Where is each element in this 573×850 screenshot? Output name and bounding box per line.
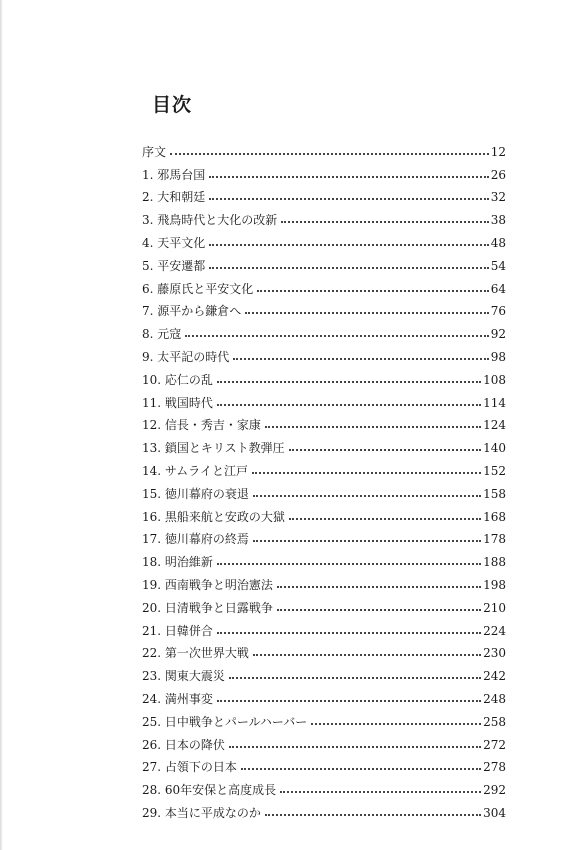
toc-entry[interactable] <box>142 501 506 524</box>
toc-entry-page-number: 92 <box>490 327 506 342</box>
toc-entry[interactable] <box>142 318 506 341</box>
dot-leader <box>209 198 488 200</box>
toc-entry-title: 9. 太平記の時代 <box>142 349 230 364</box>
toc-entry-title: 5. 平安遷都 <box>142 258 206 273</box>
toc-entry[interactable] <box>142 136 506 159</box>
toc-entry-page-number: 152 <box>483 463 506 478</box>
toc-entry-title: 21. 日韓併合 <box>142 623 213 638</box>
toc-entry-title: 6. 藤原氏と平安文化 <box>142 281 254 296</box>
dot-leader <box>217 563 481 565</box>
dot-leader <box>253 495 481 497</box>
toc-entry[interactable] <box>142 410 506 433</box>
toc-entry[interactable] <box>142 615 506 638</box>
dot-leader <box>311 723 481 725</box>
toc-entry-page-number: 98 <box>490 349 506 364</box>
toc-entry-page-number: 230 <box>483 646 506 661</box>
toc-entry-page-number: 278 <box>483 760 506 775</box>
toc-entry-title: 8. 元寇 <box>142 327 182 342</box>
toc-entry[interactable] <box>142 569 506 592</box>
dot-leader <box>209 244 488 246</box>
dot-leader <box>289 449 481 451</box>
dot-leader <box>253 654 481 656</box>
toc-entry-title: 10. 応仁の乱 <box>142 372 213 387</box>
toc-entry-title: 12. 信長・秀吉・家康 <box>142 418 261 433</box>
toc-entry-page-number: 248 <box>483 691 506 706</box>
toc-entry-title: 序文 <box>142 144 167 159</box>
toc-entry[interactable] <box>142 273 506 296</box>
toc-entry[interactable] <box>142 638 506 661</box>
toc-entry-page-number: 26 <box>490 167 506 182</box>
toc-entry[interactable] <box>142 341 506 364</box>
toc-entry-page-number: 38 <box>490 213 506 228</box>
dot-leader <box>241 768 481 770</box>
dot-leader <box>217 381 481 383</box>
toc-entry-title: 25. 日中戦争とパールハーバー <box>142 714 308 729</box>
toc-entry[interactable] <box>142 432 506 455</box>
toc-entry-page-number: 258 <box>483 714 506 729</box>
dot-leader <box>265 814 481 816</box>
toc-entry[interactable] <box>142 546 506 569</box>
dot-leader <box>229 746 481 748</box>
toc-entry-page-number: 114 <box>483 395 506 410</box>
toc-entry-title: 1. 邪馬台国 <box>142 167 206 182</box>
dot-leader <box>185 335 488 337</box>
toc-entry-title: 14. サムライと江戸 <box>142 463 248 478</box>
toc-entry[interactable] <box>142 250 506 273</box>
page-edge-shadow <box>0 0 3 850</box>
toc-entry[interactable] <box>142 706 506 729</box>
toc-entry[interactable] <box>142 204 506 227</box>
dot-leader <box>253 540 481 542</box>
toc-entry[interactable] <box>142 387 506 410</box>
dot-leader <box>217 700 481 702</box>
dot-leader <box>245 312 488 314</box>
toc-entry-page-number: 54 <box>490 258 506 273</box>
toc-entry-page-number: 140 <box>483 441 506 456</box>
table-of-contents <box>142 136 506 820</box>
toc-entry-page-number: 108 <box>483 372 506 387</box>
dot-leader <box>209 176 488 178</box>
toc-entry-title: 20. 日清戦争と日露戦争 <box>142 600 273 615</box>
toc-entry-page-number: 76 <box>490 304 506 319</box>
dot-leader <box>252 472 481 474</box>
toc-entry-title: 2. 大和朝廷 <box>142 190 206 205</box>
toc-entry-title: 22. 第一次世界大戦 <box>142 646 249 661</box>
toc-entry-title: 19. 西南戦争と明治憲法 <box>142 577 273 592</box>
toc-entry[interactable] <box>142 683 506 706</box>
dot-leader <box>280 791 481 793</box>
toc-entry-title: 3. 飛鳥時代と大化の改新 <box>142 213 278 228</box>
toc-entry-title: 4. 天平文化 <box>142 235 206 250</box>
toc-entry[interactable] <box>142 797 506 820</box>
toc-entry-page-number: 64 <box>490 281 506 296</box>
toc-entry-page-number: 242 <box>483 669 506 684</box>
toc-entry-page-number: 198 <box>483 577 506 592</box>
toc-entry[interactable] <box>142 227 506 250</box>
toc-entry-title: 18. 明治維新 <box>142 555 213 570</box>
toc-entry[interactable] <box>142 752 506 775</box>
toc-entry[interactable] <box>142 364 506 387</box>
dot-leader <box>233 358 488 360</box>
toc-entry-title: 28. 60年安保と高度成長 <box>142 783 277 798</box>
toc-entry-page-number: 188 <box>483 555 506 570</box>
toc-entry-page-number: 178 <box>483 532 506 547</box>
toc-entry-title: 23. 関東大震災 <box>142 669 225 684</box>
dot-leader <box>217 632 481 634</box>
toc-entry-title: 13. 鎖国とキリスト教弾圧 <box>142 441 285 456</box>
toc-entry[interactable] <box>142 592 506 615</box>
toc-entry-title: 24. 満州事変 <box>142 691 213 706</box>
toc-entry[interactable] <box>142 774 506 797</box>
toc-entry[interactable] <box>142 660 506 683</box>
page-title: 目次 <box>152 94 193 116</box>
toc-entry[interactable] <box>142 478 506 501</box>
toc-entry[interactable] <box>142 296 506 319</box>
toc-entry-page-number: 48 <box>490 235 506 250</box>
dot-leader <box>229 677 481 679</box>
toc-entry-title: 29. 本当に平成なのか <box>142 805 261 820</box>
dot-leader <box>277 586 481 588</box>
toc-entry-page-number: 224 <box>483 623 506 638</box>
toc-entry-title: 27. 占領下の日本 <box>142 760 237 775</box>
toc-entry[interactable] <box>142 524 506 547</box>
toc-entry-page-number: 124 <box>483 418 506 433</box>
toc-entry-page-number: 12 <box>490 144 506 159</box>
dot-leader <box>277 609 481 611</box>
toc-entry-page-number: 210 <box>483 600 506 615</box>
toc-entry-title: 11. 戦国時代 <box>142 395 213 410</box>
dot-leader <box>289 518 481 520</box>
toc-entry-page-number: 158 <box>483 486 506 501</box>
toc-entry-title: 15. 徳川幕府の衰退 <box>142 486 249 501</box>
toc-entry-title: 26. 日本の降伏 <box>142 737 225 752</box>
toc-entry-page-number: 32 <box>490 190 506 205</box>
toc-entry-title: 16. 黒船来航と安政の大獄 <box>142 509 285 524</box>
toc-entry-page-number: 272 <box>483 737 506 752</box>
dot-leader <box>170 153 489 155</box>
toc-entry-title: 7. 源平から鎌倉へ <box>142 304 242 319</box>
dot-leader <box>209 267 488 269</box>
toc-entry[interactable] <box>142 159 506 182</box>
dot-leader <box>257 290 488 292</box>
dot-leader <box>281 221 488 223</box>
dot-leader <box>217 404 481 406</box>
toc-entry[interactable] <box>142 182 506 205</box>
toc-entry[interactable] <box>142 729 506 752</box>
toc-entry-page-number: 168 <box>483 509 506 524</box>
toc-entry-page-number: 304 <box>483 805 506 820</box>
toc-entry[interactable] <box>142 455 506 478</box>
toc-entry-page-number: 292 <box>483 783 506 798</box>
toc-entry-title: 17. 徳川幕府の終焉 <box>142 532 249 547</box>
dot-leader <box>265 426 481 428</box>
